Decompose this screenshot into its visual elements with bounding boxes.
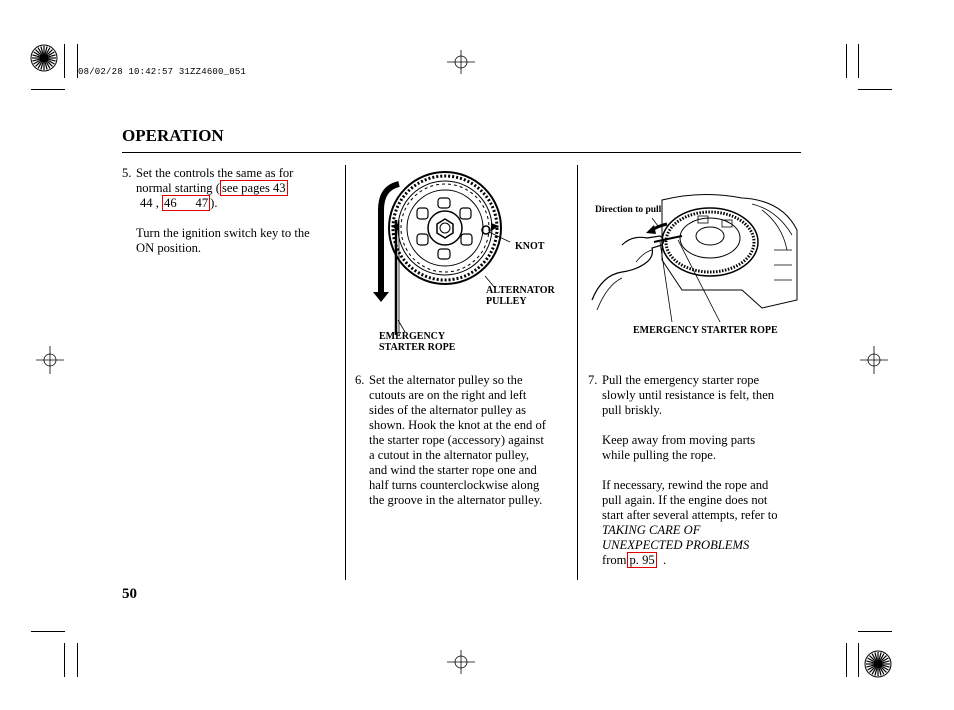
step-6-line: sides of the alternator pulley as [369,403,527,417]
step-line: ). [210,196,218,210]
label-alternator-pulley [486,285,555,307]
label-line: STARTER ROPE [379,342,456,353]
step-6-line: shown. Hook the knot at the end of [369,418,546,432]
label-emergency-starter-rope [379,331,455,353]
registration-crosshair-icon [860,346,888,374]
page-number: 50 [122,586,137,602]
column-divider [345,165,346,580]
refer-line [602,553,803,568]
problems-title: TAKING CARE OF [602,523,701,537]
registration-crosshair-icon [447,50,475,74]
ignition-instruction: ON position. [136,241,202,255]
step-line: normal starting ( [136,181,220,195]
caution-line: while pulling the rope. [602,448,717,462]
link-see-pages-43[interactable]: see pages 43 [221,181,286,195]
caution-line: Keep away from moving parts [602,433,756,447]
registration-sunburst-icon [30,44,58,72]
label-line: ALTERNATOR [486,285,555,296]
step-6-line: the starter rope (accessory) against [369,433,544,447]
step-7-line: slowly until resistance is felt, then [602,388,775,402]
heading-rule [122,152,801,153]
link-47-text: 47 [195,196,209,210]
step-6-line: cutouts are on the right and left [369,388,527,402]
step-number: 7. [588,373,598,387]
refer-from: from [602,553,627,567]
link-page-46-47[interactable] [162,195,210,211]
column-divider [577,165,578,580]
label-emergency-starter-rope: EMERGENCY STARTER ROPE [633,325,778,336]
step-number: 6. [355,373,365,387]
registration-crosshair-icon [36,346,64,374]
alternator-pulley-illustration [365,170,575,355]
retry-line: If necessary, rewind the rope and [602,478,769,492]
label-knot: KNOT [515,241,545,252]
step-6-line: Set the alternator pulley so the [369,373,523,387]
label-line: EMERGENCY [379,331,446,342]
step-7-text [588,373,803,568]
step-5-text [122,166,342,256]
retry-line: pull again. If the engine does not [602,493,768,507]
step-6-text [355,373,573,508]
step-line: Set the controls the same as for [136,166,294,180]
step-6-line: a cutout in the alternator pulley, [369,448,530,462]
registration-sunburst-icon [864,650,892,678]
link-page-95[interactable]: p. 95 [629,553,655,567]
step-7-line: pull briskly. [602,403,663,417]
link-46-text: 46 [164,196,177,210]
step-line: 44 , [140,196,159,210]
step-number: 5. [122,166,132,180]
label-line: PULLEY [486,296,527,307]
registration-crosshair-icon [447,650,475,674]
step-6-line: and wind the starter rope one and [369,463,537,477]
ignition-instruction: Turn the ignition switch key to the [136,226,310,240]
page-title: OPERATION [122,126,224,145]
problems-title: UNEXPECTED PROBLEMS [602,538,750,552]
print-stamp: 08/02/28 10:42:57 31ZZ4600_051 [78,67,247,77]
refer-end: . [662,553,667,567]
step-6-line: the groove in the alternator pulley. [369,493,543,507]
label-direction-to-pull: Direction to pull [595,205,662,215]
retry-line: start after several attempts, refer to [602,508,778,522]
step-7-line: Pull the emergency starter rope [602,373,760,387]
step-6-line: half turns counterclockwise along [369,478,540,492]
